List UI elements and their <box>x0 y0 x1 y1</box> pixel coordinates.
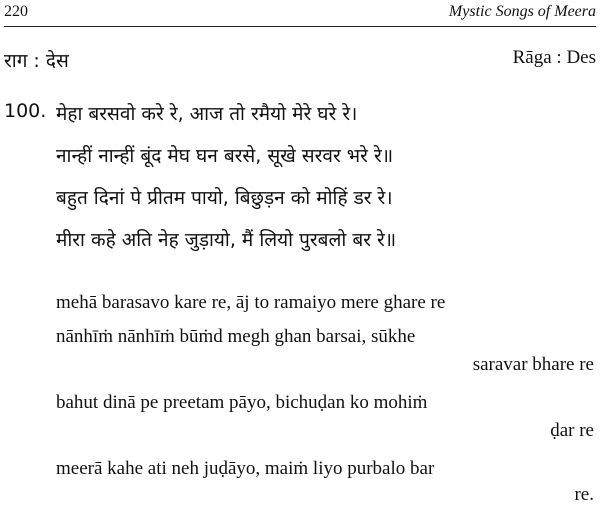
hindi-line: बहुत दिनां पे प्रीतम पायो, बिछुड़न को मोहिं डर रे। <box>56 187 393 209</box>
running-header <box>4 3 596 25</box>
book-title: Mystic Songs of Meera <box>448 3 596 20</box>
page-number: 220 <box>4 3 28 20</box>
transliteration-line: meerā kahe ati neh juḍāyo, maiṁ liyo purbalo bar <box>56 458 435 479</box>
poem-number: 100. <box>4 100 47 122</box>
transliteration-line: re. <box>574 484 594 505</box>
transliteration-line: nānhīṁ nānhīṁ būṁd megh ghan barsai, sūkhe <box>56 326 416 347</box>
hindi-line: मेहा बरसवो करे रे, आज तो रमैयो मेरे घरे रे। <box>56 103 358 125</box>
header-divider <box>4 26 596 27</box>
raga-hindi: राग : देस <box>4 50 69 72</box>
raga-english: Rāga : Des <box>512 47 596 68</box>
transliteration-line: saravar bhare re <box>472 354 594 375</box>
hindi-line: मीरा कहे अति नेह जुड़ायो, मैं लियो पुरबलो बर रे॥ <box>56 229 397 251</box>
transliteration-line: ḍar re <box>550 420 594 441</box>
raga-line <box>4 47 596 73</box>
hindi-line: नान्हीं नान्हीं बूंद मेघ घन बरसे, सूखे सरवर भरे रे॥ <box>56 145 394 167</box>
transliteration-line: mehā barasavo kare re, āj to ramaiyo mere ghare re <box>56 292 446 313</box>
transliteration-line: bahut dinā pe preetam pāyo, bichuḍan ko mohiṁ <box>56 392 428 413</box>
